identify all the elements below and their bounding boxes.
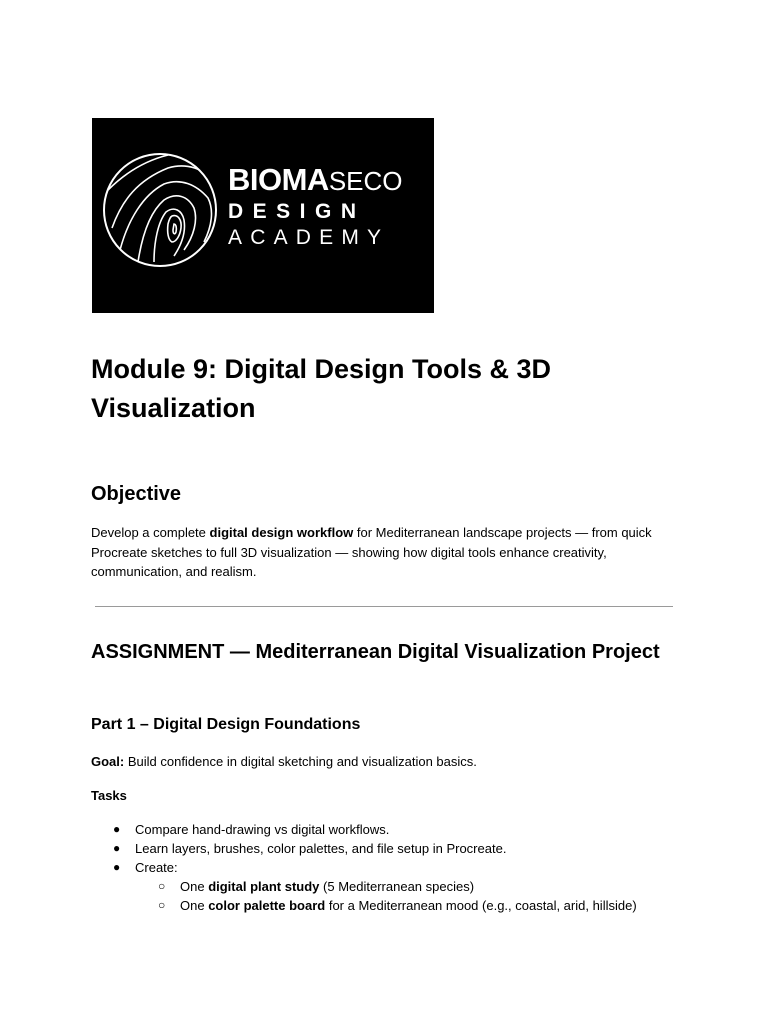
page-title: Module 9: Digital Design Tools & 3D Visualization — [91, 354, 552, 423]
logo-brand — [228, 164, 403, 197]
task-list — [91, 820, 711, 915]
tasks-label: Tasks — [91, 788, 127, 803]
part1-heading: Part 1 – Digital Design Foundations — [91, 716, 361, 733]
bullet: ● — [113, 822, 121, 836]
task-text: Compare hand-drawing vs digital workflows. — [135, 822, 390, 837]
task-text: Create: — [135, 860, 178, 875]
bullet: ● — [113, 860, 121, 874]
sub-bullet: ○ — [158, 898, 166, 912]
list-item — [91, 820, 711, 839]
objective-text-bold: digital design workflow — [209, 525, 354, 540]
goal-label: Goal: — [91, 754, 125, 769]
list-item — [135, 877, 711, 896]
bullet: ● — [113, 841, 121, 855]
logo-brand-strong: BIOMA — [228, 162, 329, 197]
logo-brand-light: SECO — [328, 166, 403, 196]
objective-heading: Objective — [91, 483, 182, 505]
subtask-text-bold: color palette board — [208, 898, 326, 913]
section-divider — [95, 606, 673, 607]
list-item — [91, 839, 711, 858]
subtask-text-start: One — [180, 879, 209, 894]
task-text: Learn layers, brushes, color palettes, and file setup in Procreate. — [135, 841, 507, 856]
subtask-text-bold: digital plant study — [208, 879, 320, 894]
academy-logo — [92, 118, 434, 313]
subtask-list — [135, 877, 711, 915]
list-item — [135, 896, 711, 915]
goal-text: Build confidence in digital sketching and visualization basics. — [124, 754, 477, 769]
subtask-text-end: for a Mediterranean mood (e.g., coastal, arid, hillside) — [325, 898, 637, 913]
topographic-circle-icon — [98, 150, 220, 274]
objective-text-start: Develop a complete — [91, 525, 210, 540]
subtask-text-start: One — [180, 898, 209, 913]
objective-text-end: for Mediterranean landscape projects — from quick Procreate sketches to full 3D visualization — showing how digital tools enhance creativity, communication, and realism. — [91, 525, 652, 579]
logo-academy-text: ACADEMY — [228, 226, 390, 249]
sub-bullet: ○ — [158, 879, 166, 893]
list-item — [91, 858, 711, 915]
assignment-heading: ASSIGNMENT — Mediterranean Digital Visualization Project — [91, 641, 660, 663]
goal-line — [91, 752, 477, 771]
logo-design-text: DESIGN — [228, 200, 366, 223]
subtask-text-end: (5 Mediterranean species) — [319, 879, 475, 894]
logo-wordmark — [228, 164, 403, 251]
objective-paragraph — [91, 523, 691, 582]
